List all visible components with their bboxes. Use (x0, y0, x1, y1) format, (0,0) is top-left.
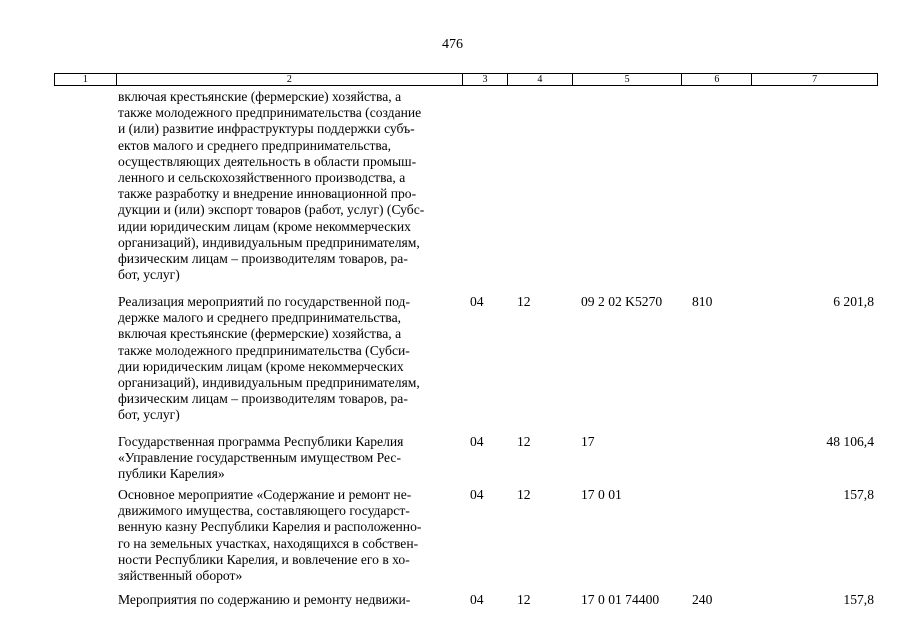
row-subsection: 12 (517, 487, 531, 502)
table-body (0, 89, 905, 612)
table-header-row (54, 73, 878, 86)
row-amount: 157,8 (843, 487, 874, 502)
header-col-7: 7 (812, 74, 818, 85)
row-expense-type: 240 (692, 592, 713, 607)
row-target-code: 09 2 02 K5270 (581, 294, 663, 309)
row-name: Реализация мероприятий по государственной под- держке малого и среднего предпринимательства, включая крестьянские (фермерские) хозяйства, а также молодежного предпринимательства (Субси- дии юридическим лицам (кроме некоммерческих организаций), индивидуальным предпринимателям, физическим лицам – производителям товаров, ра- бот, услуг) (118, 294, 420, 423)
row-section: 04 (470, 592, 484, 607)
row-amount: 157,8 (843, 592, 874, 607)
row-expense-type: 810 (692, 294, 713, 309)
header-col-3: 3 (463, 74, 508, 85)
row-section: 04 (470, 487, 484, 502)
header-col-5: 5 (573, 74, 683, 85)
row-amount: 48 106,4 (826, 434, 874, 449)
header-col-1: 1 (55, 74, 117, 85)
row-target-code: 17 0 01 (581, 487, 622, 502)
table-row (0, 89, 905, 294)
table-row (0, 592, 905, 612)
row-target-code: 17 (581, 434, 595, 449)
header-col-2: 2 (117, 74, 463, 85)
row-name: Основное мероприятие «Содержание и ремонт не- движимого имущества, составляющего государст- венную казну Республики Карелия и расположенно- го на земельных участках, находящихся в собствен- ности Республики Карелия, и вовлечение его в хо- зяйственный оборот» (118, 487, 422, 584)
row-name: включая крестьянские (фермерские) хозяйства, а также молодежного предпринимательства (создание и (или) развитие инфраструктуры поддержки субъ- ектов малого и среднего предпринимательства, осуществляющих деятельность в области промыш- ленного и сельскохозяйственного производства, а также разработку и внедрение инновационной про- дукции и (или) экспорт товаров (работ, услуг) (Субс- идии юридическим лицам (кроме некоммерческих организаций), индивидуальным предпринимателям, физическим лицам – производителям товаров, ра- бот, услуг) (118, 89, 425, 283)
header-col-4: 4 (508, 74, 573, 85)
row-subsection: 12 (517, 294, 531, 309)
table-row (0, 434, 905, 487)
page-number: 476 (442, 37, 463, 52)
header-col-6: 6 (682, 74, 752, 85)
row-subsection: 12 (517, 592, 531, 607)
row-name: Мероприятия по содержанию и ремонту недвижи- (118, 592, 411, 607)
row-amount: 6 201,8 (833, 294, 874, 309)
table-row (0, 487, 905, 592)
table-row (0, 294, 905, 434)
row-section: 04 (470, 434, 484, 449)
row-target-code: 17 0 01 74400 (581, 592, 660, 607)
row-section: 04 (470, 294, 484, 309)
row-name: Государственная программа Республики Карелия «Управление государственным имуществом Рес- публики Карелия» (118, 434, 404, 482)
row-subsection: 12 (517, 434, 531, 449)
